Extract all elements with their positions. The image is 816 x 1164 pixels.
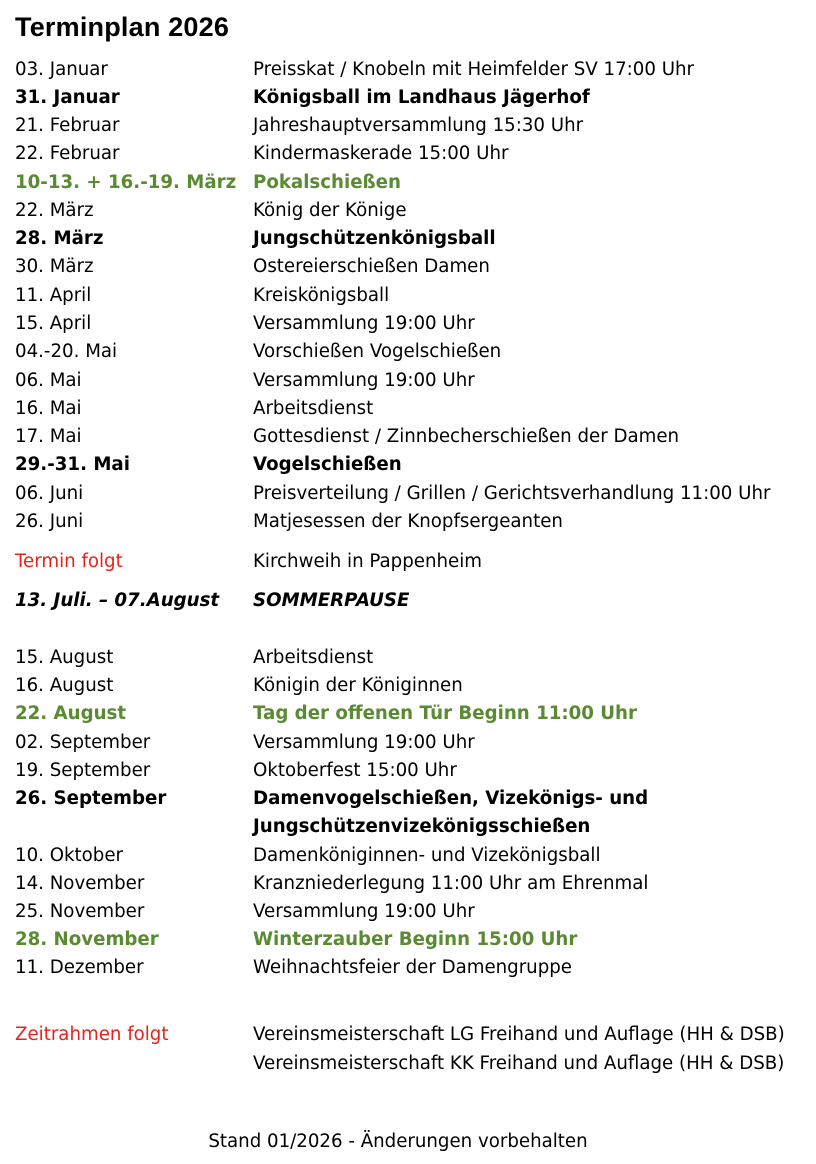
event-date: 25. November xyxy=(15,901,145,922)
event-date: 06. Juni xyxy=(15,483,84,504)
schedule-row xyxy=(0,548,816,576)
schedule-row xyxy=(0,508,816,536)
event-title: Kindermaskerade 15:00 Uhr xyxy=(253,143,509,164)
event-title: Vereinsmeisterschaft KK Freihand und Auflage (HH & DSB) xyxy=(253,1053,785,1074)
schedule-row xyxy=(0,84,816,112)
schedule-row xyxy=(0,310,816,338)
event-title: Kreiskönigsball xyxy=(253,285,390,306)
event-title: Jungschützenvizekönigsschießen xyxy=(253,816,591,837)
schedule-row xyxy=(0,587,816,615)
event-date: 15. August xyxy=(15,647,114,668)
schedule-row xyxy=(0,870,816,898)
event-title: SOMMERPAUSE xyxy=(253,590,410,611)
event-title: Oktoberfest 15:00 Uhr xyxy=(253,760,457,781)
schedule-row xyxy=(0,112,816,140)
event-date: 14. November xyxy=(15,873,145,894)
schedule-row xyxy=(0,954,816,982)
event-title: Jahreshauptversammlung 15:30 Uhr xyxy=(253,115,584,136)
schedule-row xyxy=(0,757,816,785)
event-title: Kirchweih in Pappenheim xyxy=(253,551,482,572)
schedule-row xyxy=(0,56,816,84)
event-date: 10. Oktober xyxy=(15,845,124,866)
schedule-row xyxy=(0,785,816,813)
event-date: 22. August xyxy=(15,703,127,724)
event-title: Tag der offenen Tür Beginn 11:00 Uhr xyxy=(253,703,637,724)
schedule-row xyxy=(0,729,816,757)
event-title: Jungschützenkönigsball xyxy=(253,228,496,249)
event-title: Preisverteilung / Grillen / Gerichtsverhandlung 11:00 Uhr xyxy=(253,483,771,504)
event-title: Vogelschießen xyxy=(253,454,402,475)
event-date: 28. November xyxy=(15,929,159,950)
event-date: 11. Dezember xyxy=(15,957,144,978)
event-date: 19. September xyxy=(15,760,151,781)
footer-note: Stand 01/2026 - Änderungen vorbehalten xyxy=(208,1131,588,1152)
event-date: 26. September xyxy=(15,788,167,809)
event-date: 11. April xyxy=(15,285,92,306)
event-title: Versammlung 19:00 Uhr xyxy=(253,313,475,334)
event-title: Kranzniederlegung 11:00 Uhr am Ehrenmal xyxy=(253,873,649,894)
event-title: Vereinsmeisterschaft LG Freihand und Auflage (HH & DSB) xyxy=(253,1024,785,1045)
event-title: Winterzauber Beginn 15:00 Uhr xyxy=(253,929,578,950)
event-date: Zeitrahmen folgt xyxy=(15,1024,169,1045)
event-title: Preisskat / Knobeln mit Heimfelder SV 17:00 Uhr xyxy=(253,59,695,80)
schedule-row xyxy=(0,367,816,395)
schedule-row xyxy=(0,169,816,197)
event-date: 22. März xyxy=(15,200,94,221)
schedule-row xyxy=(0,813,816,841)
event-date: 31. Januar xyxy=(15,87,120,108)
event-title: Versammlung 19:00 Uhr xyxy=(253,901,475,922)
schedule-row xyxy=(0,140,816,168)
event-date: 17. Mai xyxy=(15,426,82,447)
event-date: 30. März xyxy=(15,256,94,277)
event-date: 03. Januar xyxy=(15,59,108,80)
event-title: Matjesessen der Knopfsergeanten xyxy=(253,511,563,532)
schedule-row xyxy=(0,197,816,225)
schedule-row xyxy=(0,282,816,310)
schedule-row xyxy=(0,225,816,253)
event-title: Königin der Königinnen xyxy=(253,675,463,696)
event-title: Ostereierschießen Damen xyxy=(253,256,490,277)
schedule-row xyxy=(0,480,816,508)
event-date: 13. Juli. – 07.August xyxy=(15,590,220,611)
event-title: Vorschießen Vogelschießen xyxy=(253,341,502,362)
event-title: Versammlung 19:00 Uhr xyxy=(253,732,475,753)
schedule-row xyxy=(0,700,816,728)
schedule-row xyxy=(0,338,816,366)
event-date: 29.-31. Mai xyxy=(15,454,130,475)
event-date: 15. April xyxy=(15,313,92,334)
event-date: 16. August xyxy=(15,675,114,696)
event-date: 21. Februar xyxy=(15,115,120,136)
event-title: Damenvogelschießen, Vizekönigs- und xyxy=(253,788,649,809)
page-title: Terminplan 2026 xyxy=(15,12,230,42)
event-title: Weihnachtsfeier der Damengruppe xyxy=(253,957,572,978)
event-title: Damenköniginnen- und Vizekönigsball xyxy=(253,845,601,866)
schedule-row xyxy=(0,1050,816,1078)
event-date: 22. Februar xyxy=(15,143,120,164)
event-date: 02. September xyxy=(15,732,151,753)
event-date: 04.-20. Mai xyxy=(15,341,118,362)
event-date: 28. März xyxy=(15,228,104,249)
event-date: 10-13. + 16.-19. März xyxy=(15,172,237,193)
schedule-row xyxy=(0,672,816,700)
event-date: 26. Juni xyxy=(15,511,84,532)
event-title: König der Könige xyxy=(253,200,407,221)
event-title: Versammlung 19:00 Uhr xyxy=(253,370,475,391)
schedule-row xyxy=(0,451,816,479)
event-title: Arbeitsdienst xyxy=(253,647,374,668)
event-title: Pokalschießen xyxy=(253,172,401,193)
event-date: 16. Mai xyxy=(15,398,82,419)
schedule-row xyxy=(0,253,816,281)
event-date: Termin folgt xyxy=(15,551,123,572)
schedule-row xyxy=(0,395,816,423)
schedule-row xyxy=(0,644,816,672)
event-title: Arbeitsdienst xyxy=(253,398,374,419)
event-date: 06. Mai xyxy=(15,370,82,391)
schedule-row xyxy=(0,842,816,870)
event-title: Königsball im Landhaus Jägerhof xyxy=(253,87,590,108)
schedule-row xyxy=(0,898,816,926)
event-title: Gottesdienst / Zinnbecherschießen der Damen xyxy=(253,426,680,447)
schedule-row xyxy=(0,1021,816,1049)
schedule-row xyxy=(0,423,816,451)
schedule-row xyxy=(0,926,816,954)
